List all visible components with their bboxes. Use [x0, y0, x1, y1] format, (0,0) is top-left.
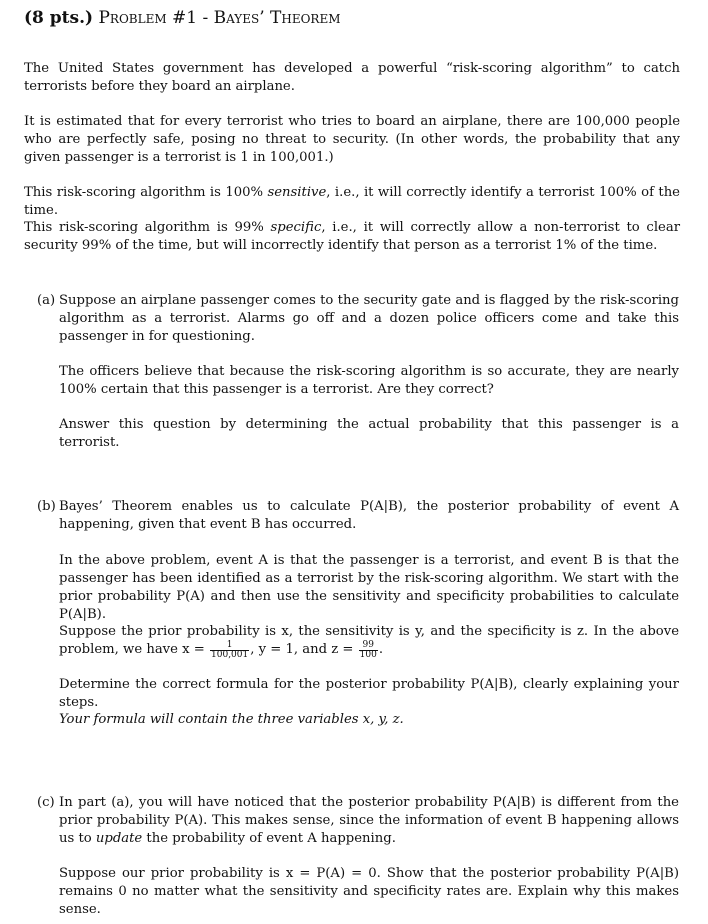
fraction-x-denominator: 100,001	[211, 650, 249, 660]
part-a-label: (a)	[37, 293, 56, 308]
sensitivity-text-c: , i.e., it will correctly identify a terrorist 100% of the time.	[24, 185, 680, 218]
points-label: (8 pts.)	[24, 8, 94, 28]
part-b-paragraph-1: Bayes’ Theorem enables us to calculate P(A|B), the posterior probability of event A happening, given that event B has occurred.	[59, 499, 679, 532]
intro-paragraph-1: The United States government has developed a powerful “risk-scoring algorithm” to catch terrorists before they board an airplane.	[24, 61, 680, 94]
sensitivity-text-a: This risk-scoring algorithm is 100%	[24, 185, 268, 200]
prior-text: Suppose the prior probability is x, the sensitivity is y, and the specificity is z. In the above problem, we have x =	[59, 624, 679, 657]
fraction-z	[359, 641, 378, 660]
part-a-paragraph-1: Suppose an airplane passenger comes to the security gate and is flagged by the risk-scoring algorithm as a terrorist. Alarms go off and a dozen police officers come and take this passenger in for questioning.	[59, 293, 679, 344]
specificity-text-a: This risk-scoring algorithm is 99%	[24, 220, 271, 235]
intro-paragraph-4	[24, 219, 680, 255]
fraction-x	[210, 641, 249, 660]
part-c-paragraph-1	[59, 794, 679, 848]
part-b-paragraph-3	[59, 623, 679, 660]
problem-heading: Problem #1 - Bayes’ Theorem	[98, 8, 341, 28]
part-c-label: (c)	[37, 795, 55, 810]
specific-term: specific	[270, 220, 322, 235]
intro-paragraph-3	[24, 184, 680, 220]
intro-paragraph-2: It is estimated that for every terrorist who tries to board an airplane, there are 100,000 people who are perfectly safe, posing no threat to security. (In other words, the probability that any given passenger is a terrorist is 1 in 100,001.)	[24, 114, 680, 165]
problem-title	[24, 6, 341, 30]
part-b-paragraph-4: Determine the correct formula for the posterior probability P(A|B), clearly explaining your steps.	[59, 677, 679, 710]
end-period: .	[378, 642, 384, 657]
sensitive-term: sensitive	[267, 185, 327, 200]
fraction-x-numerator: 1	[210, 641, 249, 651]
specificity-text-c: , i.e., it will correctly allow a non-terrorist to clear security 99% of the time, but will incorrectly identify that person as a terrorist 1% of the time.	[24, 220, 681, 253]
fraction-z-numerator: 99	[359, 641, 378, 651]
part-a-paragraph-3: Answer this question by determining the actual probability that this passenger is a terrorist.	[59, 417, 679, 450]
part-b-paragraph-2: In the above problem, event A is that the passenger is a terrorist, and event B is that the passenger has been identified as a terrorist by the risk-scoring algorithm. We start with the prior probability P(A) and then use the sensitivity and specificity probabilities to calculate P(A|B).	[59, 553, 679, 622]
sensitivity-values-text: , y = 1, and z =	[250, 642, 354, 657]
part-c-text-a: In part (a), you will have noticed that the posterior probability P(A|B) is different from the prior probability P(A). This makes sense, since the information of event B happening allows us to	[59, 795, 679, 846]
fraction-z-denominator: 100	[359, 650, 377, 660]
part-a-paragraph-2: The officers believe that because the risk-scoring algorithm is so accurate, they are nearly 100% certain that this passenger is a terrorist. Are they correct?	[59, 364, 679, 397]
part-c-text-c: the probability of event A happening.	[142, 831, 396, 846]
part-c-paragraph-2: Suppose our prior probability is x = P(A) = 0. Show that the posterior probability P(A|B) remains 0 no matter what the sensitivity and specificity rates are. Explain why this makes sense.	[59, 866, 679, 917]
part-b-paragraph-5: Your formula will contain the three variables x, y, z.	[59, 712, 404, 727]
update-term: update	[95, 831, 143, 846]
part-b-label: (b)	[37, 499, 56, 514]
